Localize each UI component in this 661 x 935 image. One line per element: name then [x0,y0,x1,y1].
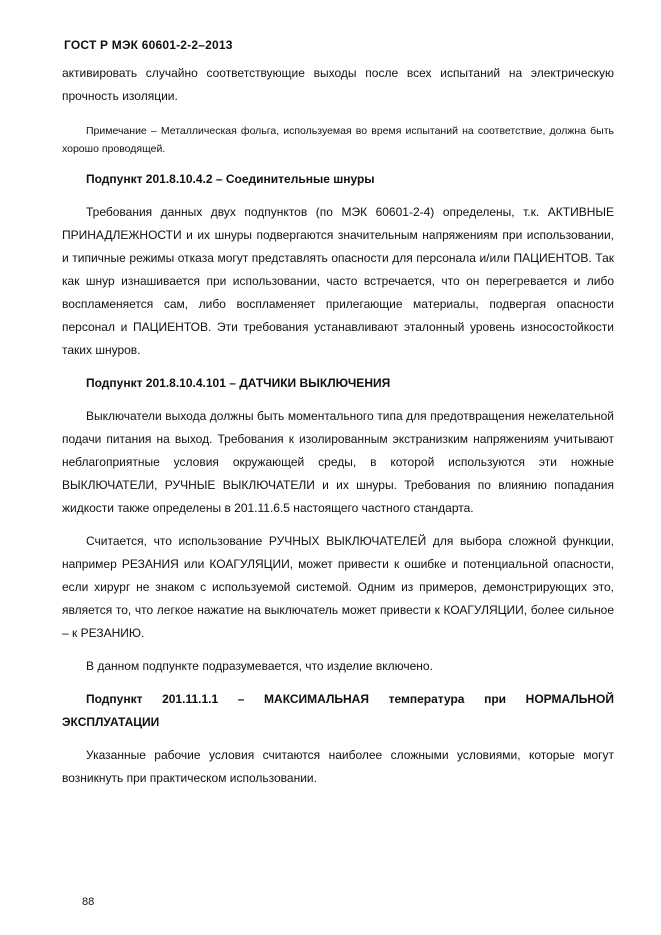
body-paragraph: Требования данных двух подпунктов (по МЭК 60601-2-4) определены, т.к. АКТИВНЫЕ ПРИНАДЛЕЖНОСТИ и их шнуры подвергаются значительным напряжениям при использовании, и типичные режимы отказа могут представлять опасности для персонала и/или ПАЦИЕНТОВ. Так как шнур изнашивается при использовании, часто встречается, что он перегревается и либо воспламеняется сам, либо воспламеняет прилегающие материалы, подвергая опасности персонал и ПАЦИЕНТОВ. Эти требования устанавливают эталонный уровень износостойкости таких шнуров. [62,205,614,357]
body-paragraph: Выключатели выхода должны быть моментального типа для предотвращения нежелательной подачи питания на выход. Требования к изолированным экстранизким напряжениям учитывают неблагоприятные условия окружающей среды, в которой используются эти ножные ВЫКЛЮЧАТЕЛИ, РУЧНЫЕ ВЫКЛЮЧАТЕЛИ и их шнуры. Требования по влиянию попадания жидкости также определены в 201.11.6.5 настоящего частного стандарта. [62,409,614,515]
section-heading: Подпункт 201.8.10.4.101 – ДАТЧИКИ ВЫКЛЮЧЕНИЯ [86,376,391,390]
body-paragraph: Указанные рабочие условия считаются наиболее сложными условиями, которые могут возникнуть при практическом использовании. [62,748,614,785]
section-heading: Подпункт 201.8.10.4.2 – Соединительные шнуры [86,172,375,186]
body-paragraph: В данном подпункте подразумевается, что изделие включено. [86,659,433,673]
page-number: 88 [82,896,95,908]
body-paragraph: Считается, что использование РУЧНЫХ ВЫКЛЮЧАТЕЛЕЙ для выбора сложной функции, например РЕЗАНИЯ или КОАГУЛЯЦИИ, может привести к ошибке и потенциальной опасности, если хирург не знаком с используемой системой. Одним из примеров, демонстрирующих это, является то, что легкое нажатие на выключатель может привести к КОАГУЛЯЦИИ, более сильное – к РЕЗАНИЮ. [62,534,614,640]
section-heading: Подпункт 201.11.1.1 – МАКСИМАЛЬНАЯ температура при НОРМАЛЬНОЙ ЭКСПЛУАТАЦИИ [62,692,614,729]
note-paragraph: Примечание – Металлическая фольга, используемая во время испытаний на соответствие, должна быть хорошо проводящей. [62,125,614,155]
intro-paragraph: активировать случайно соответствующие выходы после всех испытаний на электрическую прочность изоляции. [62,66,614,103]
document-header: ГОСТ Р МЭК 60601-2-2–2013 [64,38,233,52]
document-body [62,62,614,790]
